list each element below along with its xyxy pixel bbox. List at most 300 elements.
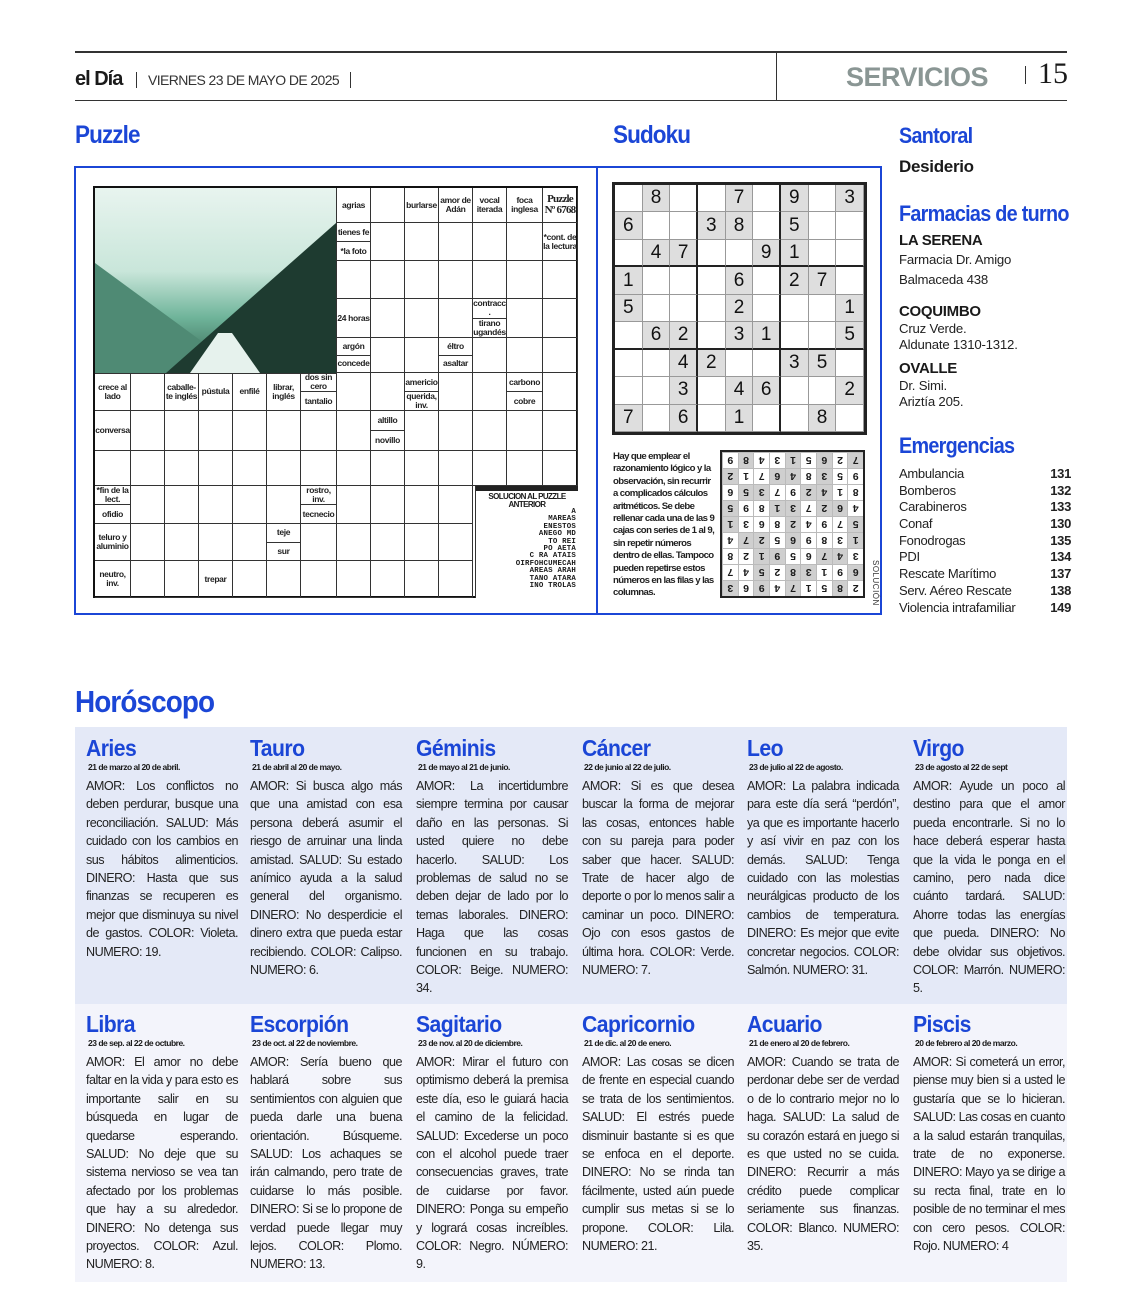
emergency-number: 135: [1050, 532, 1071, 548]
sudoku-cell[interactable]: 7: [670, 240, 698, 267]
crossword-cell: [337, 486, 371, 524]
crossword-cell: [165, 561, 199, 598]
solution-cell: 4: [785, 468, 801, 484]
solution-cell: 1: [753, 548, 769, 564]
masthead-bottom-rule: [75, 100, 1067, 101]
sign-text: AMOR: Cuando se trata de perdonar debe ser de verdad o de lo contrario mejor no lo haga. SALUD: La salud de su corazón estará en juego si es que usted no se cuida. DINERO: Recurrir a más crédito puede complicar seriamente sus finanzas. COLOR: Blanco. NUMERO: 35.: [747, 1055, 899, 1254]
sudoku-cell[interactable]: 1: [781, 240, 809, 267]
crossword-clue: caballe-te inglés: [165, 381, 198, 401]
emergency-label: Fonodrogas: [899, 532, 966, 548]
emergency-label: Serv. Aéreo Rescate: [899, 582, 1012, 598]
crossword-clue: agrias: [342, 199, 365, 210]
solution-cell: 6: [816, 452, 832, 468]
solution-cell: 5: [769, 532, 785, 548]
solution-cell: 5: [847, 516, 863, 532]
sign-dates: 23 de sep. al 22 de octubre.: [88, 1038, 185, 1048]
crossword-cell: [371, 561, 405, 598]
sign-dates: 23 de julio al 22 de agosto.: [749, 762, 843, 772]
crossword-cell: [507, 451, 543, 486]
sudoku-cell[interactable]: [753, 405, 781, 432]
solution-cell: 5: [832, 468, 848, 484]
sudoku-cell[interactable]: 9: [753, 240, 781, 267]
crossword-cell: [233, 373, 267, 411]
crossword-cell: [473, 223, 507, 261]
sudoku-cell[interactable]: [753, 295, 781, 322]
solution-cell: 7: [800, 500, 816, 516]
solution-cell: 3: [785, 500, 801, 516]
solution-cell: 2: [769, 564, 785, 580]
solution-cell: 2: [785, 516, 801, 532]
solution-line: TO REI: [548, 537, 576, 546]
sudoku-cell[interactable]: [643, 377, 671, 404]
solution-cell: 9: [847, 468, 863, 484]
sign-dates: 21 de dic. al 20 de enero.: [584, 1038, 672, 1048]
sudoku-cell[interactable]: [698, 295, 726, 322]
puzzle-number: Puzzle Nº 6768: [544, 193, 576, 216]
sudoku-cell[interactable]: 6: [670, 405, 698, 432]
sudoku-cell[interactable]: 3: [698, 212, 726, 239]
solution-cell: 9: [722, 452, 738, 468]
crossword-cell: [371, 188, 405, 223]
crossword-cell: [165, 411, 199, 451]
solution-cell: 9: [753, 580, 769, 596]
solution-cell: 1: [800, 580, 816, 596]
sudoku-cell[interactable]: [781, 405, 809, 432]
sudoku-cell[interactable]: 7: [809, 267, 837, 294]
solution-cell: 2: [722, 468, 738, 484]
sign-name: Libra: [86, 1011, 135, 1037]
crossword-cell: [199, 524, 233, 561]
crossword-cell: [543, 299, 578, 338]
solution-cell: 3: [722, 580, 738, 596]
sudoku-cell[interactable]: 5: [781, 212, 809, 239]
crossword-clue: tienes fe: [337, 226, 370, 237]
emergency-number: 133: [1050, 499, 1071, 515]
sudoku-cell[interactable]: 5: [809, 350, 837, 377]
crossword-cell: [439, 338, 473, 373]
sudoku-grid: [612, 182, 867, 435]
crossword-clue: éltro: [447, 340, 464, 351]
sudoku-heading: Sudoku: [613, 121, 691, 149]
crossword-clue: cobre: [507, 391, 542, 410]
emergency-label: Rescate Marítimo: [899, 566, 997, 582]
sudoku-instructions: Hay que emplear el razonamiento lógico y la observación, sin recurrir a complicados cálculos aritméticos. Se debe rellenar cada una de las 9 cajas con series de 1 al 9, sin repetir números dentro de ellas. Tampoco pueden repetirse estos números en las filas y las columnas.: [613, 451, 715, 599]
crossword-clue: altillo: [377, 415, 398, 425]
emergency-number: 132: [1050, 482, 1071, 498]
page-number: 15: [1038, 57, 1068, 90]
solution-cell: 8: [816, 532, 832, 548]
sudoku-cell[interactable]: [809, 377, 837, 404]
crossword-cell: [301, 486, 337, 524]
crossword-cell: [405, 373, 439, 411]
solution-cell: 5: [785, 548, 801, 564]
solution-cell: 1: [785, 452, 801, 468]
farmacia-city: COQUIMBO: [899, 303, 981, 320]
sign-text: AMOR: Los conflictos no deben perdurar, busque una reconciliación. SALUD: Más cuidado con los cambios en sus hábitos alimenticios. DINERO: Hasta que sus finanzas se recuperen es mejor que disminuya su nivel de gastos. COLOR: Violeta. NUMERO: 19.: [86, 779, 238, 959]
sudoku-cell[interactable]: [809, 240, 837, 267]
crossword-cell: [233, 411, 267, 451]
sudoku-cell[interactable]: [615, 185, 643, 212]
horoscope-sign: [250, 735, 402, 979]
sudoku-cell[interactable]: 6: [726, 267, 754, 294]
solution-line: TANO ATARA: [529, 574, 576, 583]
emergency-label: Bomberos: [899, 482, 956, 498]
crossword-cell: [95, 411, 131, 451]
solution-cell: 5: [722, 500, 738, 516]
crossword-clue: asaltar: [439, 355, 472, 373]
solution-title: SOLUCION AL PUZZLE ANTERIOR: [476, 486, 578, 509]
solution-cell: 2: [753, 532, 769, 548]
sudoku-cell[interactable]: 2: [781, 267, 809, 294]
solution-cell: 2: [847, 580, 863, 596]
sudoku-cell[interactable]: [809, 212, 837, 239]
crossword-cell: [165, 486, 199, 524]
crossword-cell: [301, 451, 337, 486]
solution-cell: 5: [738, 484, 754, 500]
sudoku-cell[interactable]: [698, 240, 726, 267]
crossword-cell: [199, 373, 233, 411]
sudoku-cell[interactable]: [698, 267, 726, 294]
emergency-item: [899, 549, 1071, 566]
sudoku-cell[interactable]: 5: [615, 295, 643, 322]
emergency-label: Ambulancia: [899, 466, 964, 481]
solution-cell: 1: [722, 516, 738, 532]
crossword-cell: [199, 451, 233, 486]
sudoku-cell[interactable]: [836, 405, 864, 432]
sign-text: AMOR: Si cometerá un error, piense muy bien si a usted le gustaría que se lo hicieran. SALUD: Las cosas en cuanto a la salud estarán tranquilas, trate de no exponerse. DINERO: Mayo ya se dirige a su recta final, trate en lo posible de no terminar el mes con cero pesos. COLOR: Rojo. NUMERO: 4: [913, 1055, 1065, 1254]
crossword-cell: [337, 299, 371, 338]
crossword-clue: tantalio: [301, 391, 336, 410]
solution-cell: 2: [832, 452, 848, 468]
sudoku-cell[interactable]: [615, 350, 643, 377]
crossword-cell: [439, 299, 473, 338]
crossword-cell: [543, 188, 578, 223]
santoral-name: Desiderio: [899, 157, 974, 176]
sudoku-cell[interactable]: 5: [836, 322, 864, 349]
sudoku-cell[interactable]: 4: [643, 240, 671, 267]
solution-cell: 6: [832, 500, 848, 516]
solution-cell: 9: [832, 564, 848, 580]
sudoku-cell[interactable]: 4: [726, 377, 754, 404]
solution-cell: 6: [800, 548, 816, 564]
horoscope-sign: [86, 1011, 238, 1274]
crossword-clue: amor de Adán: [440, 195, 471, 214]
sudoku-cell[interactable]: [781, 295, 809, 322]
sudoku-cell[interactable]: [615, 322, 643, 349]
crossword-cell: [267, 486, 301, 524]
sudoku-cell[interactable]: 3: [781, 350, 809, 377]
solution-line: PO AETA: [543, 545, 576, 554]
sudoku-cell[interactable]: 4: [670, 350, 698, 377]
crossword-cell: [371, 223, 405, 261]
emergency-number: 137: [1050, 566, 1071, 582]
farmacia-address: Ariztía 205.: [899, 394, 964, 409]
sudoku-cell[interactable]: 8: [643, 185, 671, 212]
crossword-cell: [337, 411, 371, 451]
sign-dates: 21 de enero al 20 de febrero.: [749, 1038, 850, 1048]
crossword-clue: querida, inv.: [406, 391, 437, 410]
solution-cell: 5: [800, 452, 816, 468]
sign-dates: 21 de marzo al 20 de abril.: [88, 762, 180, 772]
sudoku-cell[interactable]: 1: [726, 405, 754, 432]
farmacias-heading: Farmacias de turno: [899, 201, 1069, 226]
crossword-clue: conversa: [95, 425, 130, 435]
sudoku-cell[interactable]: 7: [615, 405, 643, 432]
sudoku-cell[interactable]: 6: [615, 212, 643, 239]
solution-cell: 6: [753, 516, 769, 532]
solution-cell: 5: [753, 564, 769, 580]
sudoku-cell[interactable]: [643, 212, 671, 239]
horoscope-heading: Horóscopo: [75, 684, 215, 719]
newspaper-logo: el Día: [75, 68, 123, 90]
sudoku-cell[interactable]: 1: [615, 267, 643, 294]
santoral-heading: Santoral: [899, 123, 973, 148]
crossword-cell: [131, 524, 165, 561]
sign-text: AMOR: Sería bueno que hablará sobre sus sentimientos con alguien que pueda darle una buena orientación. Búsqueme. SALUD: Los achaques se irán calmando, pero trate de cuidarse lo más posible. DINERO: Si se lo propone de verdad puede llegar muy lejos. COLOR: Plomo. NUMERO: 13.: [250, 1055, 402, 1272]
sudoku-cell[interactable]: [726, 350, 754, 377]
emergency-item: [899, 483, 1071, 500]
crossword-cell: [405, 299, 439, 338]
solution-cell: 3: [753, 484, 769, 500]
crossword-cell: [473, 299, 507, 338]
emergency-number: 149: [1050, 599, 1071, 615]
crossword-cell: [301, 411, 337, 451]
sign-dates: 23 de nov. al 20 de diciembre.: [418, 1038, 523, 1048]
sudoku-cell[interactable]: [670, 185, 698, 212]
crossword-cell: [371, 411, 405, 451]
issue-date: VIERNES 23 DE MAYO DE 2025: [148, 72, 340, 88]
sudoku-cell[interactable]: [753, 267, 781, 294]
crossword-cell: [95, 561, 131, 598]
sudoku-cell[interactable]: 8: [809, 405, 837, 432]
sudoku-cell[interactable]: 6: [753, 377, 781, 404]
solution-cell: 3: [832, 532, 848, 548]
solution-cell: 2: [738, 548, 754, 564]
crossword-clue: neutro, inv.: [99, 569, 126, 588]
sudoku-cell[interactable]: 8: [726, 212, 754, 239]
farmacia-address: Aldunate 1310-1312.: [899, 337, 1018, 352]
crossword-cell: [439, 451, 473, 486]
crossword-cell: [473, 261, 507, 299]
crossword-grid: [93, 186, 578, 598]
top-rule: [75, 51, 1067, 53]
crossword-clue: enfilé: [239, 386, 260, 396]
separator: [136, 72, 137, 88]
crossword-cell: [405, 524, 439, 561]
crossword-cell: [131, 561, 165, 598]
emergency-label: Conaf: [899, 516, 933, 532]
crossword-cell: [131, 411, 165, 451]
emergency-label: PDI: [899, 549, 920, 565]
crossword-clue: librar, inglés: [272, 381, 295, 401]
solution-cell: 4: [722, 532, 738, 548]
crossword-cell: [95, 486, 131, 524]
sudoku-cell[interactable]: [643, 350, 671, 377]
crossword-cell: [405, 338, 439, 373]
sudoku-solution: [720, 450, 865, 598]
sudoku-cell[interactable]: 2: [698, 350, 726, 377]
solution-cell: 6: [785, 532, 801, 548]
sudoku-cell[interactable]: [836, 350, 864, 377]
crossword-cell: [405, 411, 439, 451]
crossword-cell: [301, 561, 337, 598]
solution-cell: 6: [738, 580, 754, 596]
sign-dates: 23 de agosto al 22 de sept: [915, 762, 1008, 772]
sudoku-cell[interactable]: [698, 322, 726, 349]
crossword-cell: [371, 524, 405, 561]
sudoku-cell[interactable]: [615, 240, 643, 267]
sign-name: Cáncer: [582, 735, 651, 761]
sudoku-cell[interactable]: [836, 212, 864, 239]
crossword-cell: [267, 561, 301, 598]
crossword-cell: [439, 411, 473, 451]
sudoku-cell[interactable]: [836, 240, 864, 267]
sudoku-cell[interactable]: [809, 185, 837, 212]
sudoku-cell[interactable]: [836, 267, 864, 294]
sudoku-cell[interactable]: [753, 185, 781, 212]
crossword-cell: [439, 188, 473, 223]
sign-dates: 20 de febrero al 20 de marzo.: [915, 1038, 1018, 1048]
crossword-cell: [267, 411, 301, 451]
solution-cell: 4: [753, 452, 769, 468]
horoscope-sign: [582, 1011, 734, 1255]
crossword-cell: [337, 188, 371, 223]
crossword-cell: [337, 524, 371, 561]
crossword-cell: [439, 561, 473, 598]
sudoku-cell[interactable]: [809, 295, 837, 322]
crossword-clue: ofidio: [95, 504, 130, 523]
sudoku-cell[interactable]: [643, 405, 671, 432]
crossword-cell: [233, 561, 267, 598]
sudoku-cell[interactable]: 9: [781, 185, 809, 212]
solution-cell: 4: [832, 548, 848, 564]
crossword-photo: [95, 188, 337, 374]
horoscope-sign: [913, 1011, 1065, 1255]
solution-cell: 7: [753, 468, 769, 484]
sudoku-cell[interactable]: [753, 350, 781, 377]
sudoku-cell[interactable]: 3: [836, 185, 864, 212]
sign-text: AMOR: Si es que desea buscar la forma de mejorar las cosas, entonces hable con su pareja para poder saber que hacer. SALUD: Trate de hacer algo de deporte o por lo menos salir a caminar un poco. DINERO: Ojo con esos gastos de última hora. COLOR: Verde. NUMERO: 7.: [582, 779, 734, 978]
crossword-cell: [301, 524, 337, 561]
crossword-cell: [543, 338, 578, 373]
crossword-cell: [337, 451, 371, 486]
sudoku-cell[interactable]: [643, 267, 671, 294]
section-name: SERVICIOS: [846, 62, 989, 92]
sudoku-cell[interactable]: [670, 212, 698, 239]
farmacia-city: OVALLE: [899, 360, 957, 377]
crossword-cell: [439, 261, 473, 299]
crossword-cell: [507, 188, 543, 223]
sudoku-cell[interactable]: 7: [726, 185, 754, 212]
sudoku-cell[interactable]: [670, 267, 698, 294]
sudoku-cell[interactable]: 2: [836, 377, 864, 404]
solution-line: ANEGO MD: [538, 530, 576, 539]
solution-cell: 7: [847, 452, 863, 468]
crossword-clue: contracc.: [473, 298, 506, 318]
crossword-cell: [95, 524, 131, 561]
crossword-cell: [507, 261, 543, 299]
sudoku-cell[interactable]: [615, 377, 643, 404]
emergency-list: [899, 466, 1071, 616]
sudoku-cell[interactable]: [643, 295, 671, 322]
sudoku-cell[interactable]: [698, 405, 726, 432]
crossword-cell: [371, 338, 405, 373]
sudoku-cell[interactable]: [753, 212, 781, 239]
crossword-cell: [473, 451, 507, 486]
crossword-cell: [233, 486, 267, 524]
sign-name: Aries: [86, 735, 137, 761]
emergency-item: [899, 566, 1071, 583]
horoscope-sign: [582, 735, 734, 979]
solution-line: OIRFOHCUMECAH: [515, 559, 576, 568]
solution-cell: 1: [738, 468, 754, 484]
sudoku-cell[interactable]: [809, 322, 837, 349]
sudoku-cell[interactable]: 3: [726, 322, 754, 349]
sign-dates: 21 de abril al 20 de mayo.: [252, 762, 342, 772]
crossword-clue: carbono: [508, 376, 541, 387]
horoscope-sign: [416, 1011, 568, 1274]
crossword-cell: [337, 561, 371, 598]
sudoku-cell[interactable]: [726, 240, 754, 267]
sudoku-cell[interactable]: 2: [670, 322, 698, 349]
crossword-cell: [543, 411, 578, 451]
sign-name: Virgo: [913, 735, 964, 761]
emergency-number: 131: [1050, 466, 1071, 481]
sudoku-cell[interactable]: 1: [836, 295, 864, 322]
sudoku-cell[interactable]: 2: [726, 295, 754, 322]
crossword-clue: *cont. de la lectura: [543, 231, 577, 251]
solution-cell: 9: [769, 548, 785, 564]
emergency-number: 134: [1050, 549, 1071, 565]
sudoku-cell[interactable]: [698, 377, 726, 404]
sudoku-cell[interactable]: 3: [670, 377, 698, 404]
solution-cell: 8: [738, 452, 754, 468]
sudoku-cell[interactable]: 1: [753, 322, 781, 349]
solution-line: AREAS ARAH: [529, 567, 576, 576]
crossword-cell: [507, 223, 543, 261]
crossword-cell: [199, 561, 233, 598]
crossword-cell: [131, 373, 165, 411]
sign-name: Géminis: [416, 735, 496, 761]
sign-name: Escorpión: [250, 1011, 349, 1037]
sudoku-cell[interactable]: [781, 322, 809, 349]
horoscope-sign: [86, 735, 238, 961]
crossword-clue: *la foto: [337, 241, 370, 260]
solution-cell: 7: [722, 564, 738, 580]
crossword-clue: *fin de la lect.: [96, 485, 129, 504]
previous-solution: [475, 486, 578, 598]
solution-cell: 4: [800, 516, 816, 532]
crossword-clue: novillo: [371, 430, 404, 450]
crossword-cell: [267, 373, 301, 411]
sudoku-cell[interactable]: [698, 185, 726, 212]
solution-cell: 8: [722, 548, 738, 564]
crossword-cell: [473, 188, 507, 223]
sign-name: Sagitario: [416, 1011, 502, 1037]
sudoku-cell[interactable]: [781, 377, 809, 404]
solution-cell: 8: [832, 580, 848, 596]
crossword-cell: [199, 486, 233, 524]
crossword-cell: [371, 373, 405, 411]
solution-label: SOLUCIÓN: [871, 560, 880, 606]
crossword-cell: [439, 373, 473, 411]
sudoku-cell[interactable]: 6: [643, 322, 671, 349]
emergency-label: Carabineros: [899, 499, 967, 515]
sudoku-cell[interactable]: [670, 295, 698, 322]
crossword-cell: [165, 373, 199, 411]
puzzle-heading: Puzzle: [75, 121, 140, 149]
crossword-cell: [473, 411, 507, 451]
